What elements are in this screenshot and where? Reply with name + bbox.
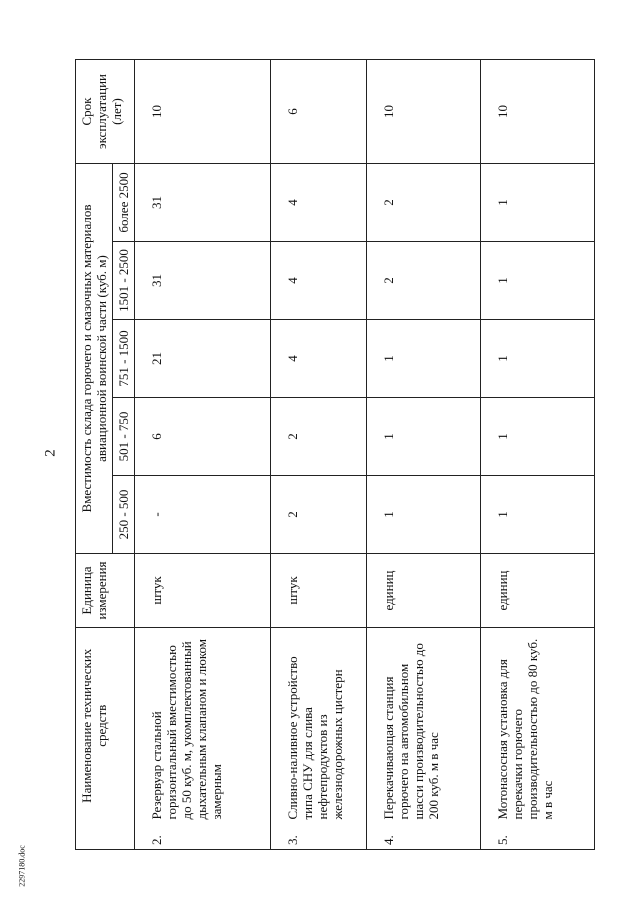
- row-value: 1: [481, 320, 595, 398]
- row-number: 2.: [135, 824, 271, 850]
- table-row: [481, 60, 595, 850]
- row-value: 2: [271, 476, 367, 554]
- row-name: Сливно-наливное устройство типа СНУ для слива нефтепродуктов из железнодорожных цистерн: [271, 628, 367, 824]
- row-value: 31: [135, 242, 271, 320]
- row-value: 4: [271, 320, 367, 398]
- row-number: 4.: [367, 824, 481, 850]
- row-value: 1: [481, 398, 595, 476]
- header-capacity-col: 250 - 500: [113, 476, 135, 554]
- row-value: 21: [135, 320, 271, 398]
- header-num-cell: [76, 824, 135, 850]
- header-unit: Единица измерения: [76, 554, 135, 628]
- row-value: 31: [135, 164, 271, 242]
- table-row: [135, 60, 271, 850]
- row-value: 6: [135, 398, 271, 476]
- header-life: Срок эксплуатации (лет): [76, 60, 135, 164]
- row-life: 10: [367, 60, 481, 164]
- row-life: 10: [135, 60, 271, 164]
- header-capacity-col: 1501 - 2500: [113, 242, 135, 320]
- header-capacity-col: 501 - 750: [113, 398, 135, 476]
- row-unit: единиц: [481, 554, 595, 628]
- header-capacity-col: 751 - 1500: [113, 320, 135, 398]
- header-row-1: [76, 60, 113, 850]
- row-value: 2: [271, 398, 367, 476]
- row-value: 4: [271, 242, 367, 320]
- row-unit: штук: [271, 554, 367, 628]
- row-value: 2: [367, 242, 481, 320]
- row-value: 1: [367, 320, 481, 398]
- row-value: 1: [481, 476, 595, 554]
- page-number: 2: [42, 449, 59, 457]
- equipment-table: [75, 59, 595, 850]
- row-number: 5.: [481, 824, 595, 850]
- row-value: 1: [481, 164, 595, 242]
- row-value: 1: [367, 476, 481, 554]
- row-unit: единиц: [367, 554, 481, 628]
- row-name: Резервуар стальной горизонтальный вместимостью до 50 куб. м, укомплектованный дыхательным клапаном и люком замерным: [135, 628, 271, 824]
- table-row: [271, 60, 367, 850]
- row-number: 3.: [271, 824, 367, 850]
- header-name: Наименование технических средств: [76, 628, 135, 824]
- row-name: Мотонасосная установка для перекачки горючего производительностью до 80 куб. м в час: [481, 628, 595, 824]
- row-value: 2: [367, 164, 481, 242]
- row-life: 10: [481, 60, 595, 164]
- row-value: -: [135, 476, 271, 554]
- file-footer: 2297180.doc: [17, 845, 27, 887]
- row-life: 6: [271, 60, 367, 164]
- row-value: 1: [367, 398, 481, 476]
- row-name: Перекачивающая станция горючего на автомобильном шасси производительностью до 200 куб. м в час: [367, 628, 481, 824]
- table-row: [367, 60, 481, 850]
- rotated-table-container: [75, 60, 630, 850]
- row-value: 1: [481, 242, 595, 320]
- row-value: 4: [271, 164, 367, 242]
- row-unit: штук: [135, 554, 271, 628]
- header-capacity-col: более 2500: [113, 164, 135, 242]
- header-capacity-group: Вместимость склада горючего и смазочных материалов авиационной воинской части (куб. м): [76, 164, 113, 554]
